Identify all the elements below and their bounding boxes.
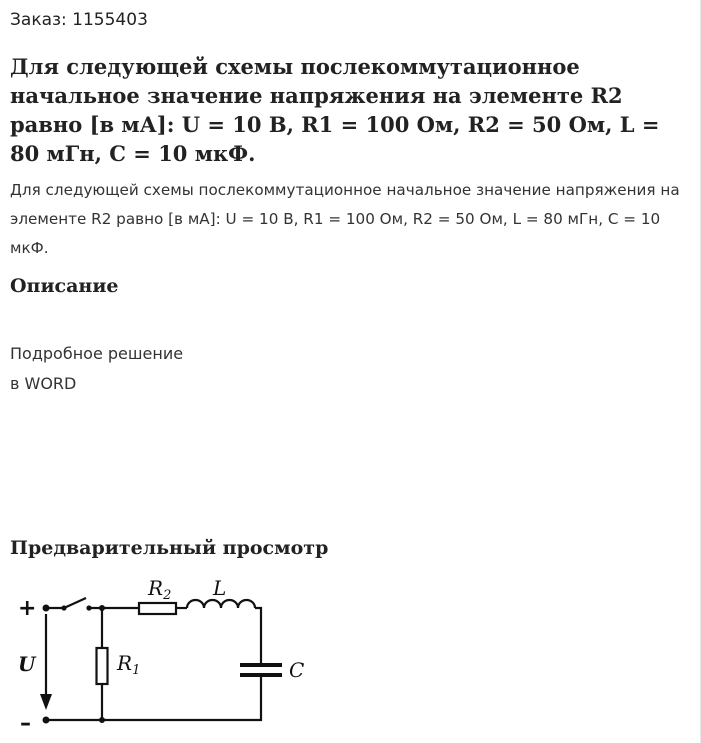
voltage-arrowhead bbox=[40, 694, 52, 710]
description-heading: Описание bbox=[10, 275, 119, 297]
plus-sign: + bbox=[18, 596, 37, 621]
description-line: в WORD bbox=[10, 374, 77, 393]
label-r2-sub: 2 bbox=[163, 588, 172, 603]
label-r1-main: R bbox=[117, 651, 133, 675]
label-u: U bbox=[18, 652, 36, 676]
resistor-r1 bbox=[97, 648, 108, 684]
description-line: Подробное решение bbox=[10, 344, 184, 363]
capacitor-c bbox=[240, 665, 282, 675]
preview-heading: Предварительный просмотр bbox=[10, 537, 329, 559]
inductor-l bbox=[187, 600, 255, 608]
minus-sign: – bbox=[20, 711, 31, 736]
node-bottom bbox=[99, 717, 105, 723]
label-r1-sub: 1 bbox=[132, 663, 141, 678]
resistor-r2 bbox=[139, 603, 176, 614]
terminal-plus bbox=[43, 605, 50, 612]
label-r2 bbox=[147, 576, 171, 603]
order-number: Заказ: 1155403 bbox=[10, 10, 148, 30]
label-c: C bbox=[289, 658, 305, 682]
label-l: L bbox=[213, 576, 227, 600]
switch-blade bbox=[64, 598, 86, 608]
switch-contact bbox=[61, 605, 66, 610]
switch-contact bbox=[86, 605, 91, 610]
description-body bbox=[10, 339, 183, 399]
wire-bottom bbox=[46, 676, 261, 720]
label-r2-main: R bbox=[148, 576, 164, 600]
node-top bbox=[99, 605, 105, 611]
circuit-diagram bbox=[0, 570, 330, 743]
wire-right-top bbox=[255, 608, 261, 664]
task-title: Для следующей схемы послекоммутационное начальное значение напряжения на элементе R2 равно [в мА]: U = 10 В, R1 = 100 Ом, R2 = 50 Ом, L = 80 мГн, C = 10 мкФ. bbox=[10, 54, 660, 166]
label-r1 bbox=[116, 651, 140, 678]
terminal-minus bbox=[43, 717, 50, 724]
task-summary: Для следующей схемы послекоммутационное начальное значение напряжения на элементе R2 равно [в мА]: U = 10 В, R1 = 100 Ом, R2 = 50 Ом, L = 80 мГн, C = 10 мкФ. bbox=[10, 181, 680, 257]
